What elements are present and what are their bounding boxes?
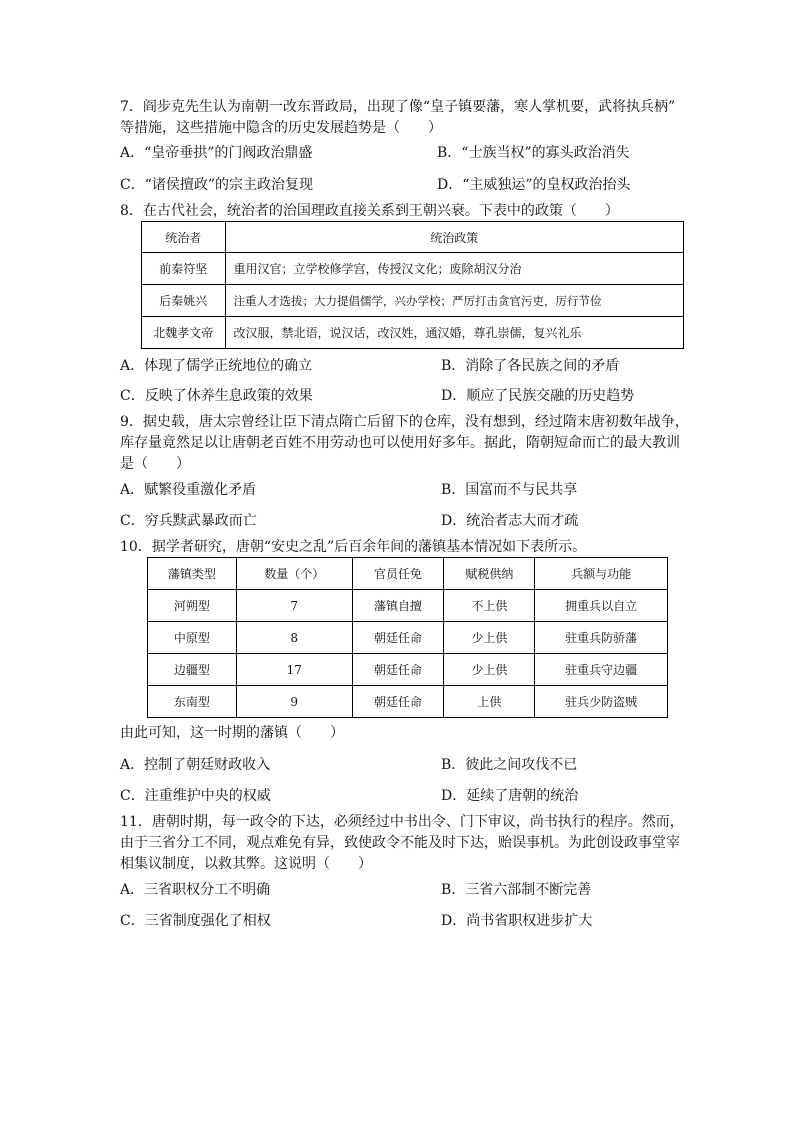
- table-header-row: [142, 222, 684, 253]
- q7-option-b: B．“士族当权”的寡头政治消失: [437, 145, 630, 161]
- q9-stem-line1: 9．据史载，唐太宗曾经让臣下清点隋亡后留下的仓库，没有想到，经过隋末唐初数年战争，: [120, 414, 689, 430]
- table-cell: 东南型: [148, 686, 237, 718]
- table-cell: 少上供: [444, 654, 535, 686]
- table-row: [142, 317, 684, 349]
- q10-option-b: B．彼此之间攻伐不已: [441, 757, 578, 773]
- table-row: [148, 686, 668, 718]
- q8-option-c: C．反映了休养生息政策的效果: [120, 388, 313, 404]
- table-cell: 后秦姚兴: [142, 285, 226, 317]
- q11-option-b: B．三省六部制不断完善: [441, 882, 592, 898]
- q8-stem: 8．在古代社会，统治者的治国理政直接关系到王朝兴衰。下表中的政策（ ）: [120, 203, 619, 219]
- table-header-cell: 统治者: [142, 222, 226, 253]
- q10-option-c: C．注重维护中央的权威: [120, 788, 271, 804]
- q10-fanzhen-table: [147, 557, 668, 718]
- table-cell: 改汉服，禁北语，说汉话，改汉姓，通汉婚，尊孔崇儒，复兴礼乐: [225, 317, 683, 349]
- q11-option-c: C．三省制度强化了相权: [120, 913, 271, 929]
- q8-option-b: B．消除了各民族之间的矛盾: [441, 358, 620, 374]
- table-cell: 河朔型: [148, 590, 237, 622]
- table-cell: 8: [236, 622, 352, 654]
- q10-stem: 10．据学者研究，唐朝“安史之乱”后百余年间的藩镇基本情况如下表所示。: [120, 539, 587, 555]
- table-header-cell: 赋税供纳: [444, 558, 535, 590]
- q10-option-a: A．控制了朝廷财政收入: [120, 757, 271, 773]
- table-cell: 朝廷任命: [352, 654, 444, 686]
- table-cell: 驻重兵守边疆: [535, 654, 668, 686]
- table-row: [148, 654, 668, 686]
- table-cell: 前秦符坚: [142, 253, 226, 285]
- q11-option-d: D．尚书省职权进步扩大: [441, 913, 593, 929]
- q9-option-b: B．国富而不与民共享: [441, 482, 578, 498]
- table-cell: 驻兵少防盗贼: [535, 686, 668, 718]
- q9-option-c: C．穷兵黩武暴政而亡: [120, 513, 257, 529]
- q9-stem-line3: 是（ ）: [120, 456, 190, 472]
- q7-stem-line2: 等措施，这些措施中隐含的历史发展趋势是（ ）: [120, 120, 442, 136]
- q7-option-a: A．“皇帝垂拱”的门阀政治鼎盛: [120, 145, 313, 161]
- table-row: [148, 590, 668, 622]
- q7-option-c: C．“诸侯擅政”的宗主政治复现: [120, 177, 314, 193]
- table-cell: 7: [236, 590, 352, 622]
- table-cell: 北魏孝文帝: [142, 317, 226, 349]
- q11-stem-line2: 由于三省分工不同，观点难免有异，致使政令不能及时下达，贻误事机。为此创设政事堂宰: [120, 835, 680, 851]
- q8-policy-table: [141, 221, 684, 349]
- q11-stem-line1: 11．唐朝时期，每一政令的下达，必须经过中书出令、门下审议，尚书执行的程序。然而，: [120, 814, 684, 830]
- q9-option-a: A．赋繁役重激化矛盾: [120, 482, 257, 498]
- q10-follow-up: 由此可知，这一时期的藩镇（ ）: [120, 725, 344, 741]
- table-cell: 重用汉官；立学校修学宫，传授汉文化；废除胡汉分治: [225, 253, 683, 285]
- q9-option-d: D．统治者志大而才疏: [441, 513, 579, 529]
- table-row: [148, 622, 668, 654]
- table-cell: 驻重兵防骄藩: [535, 622, 668, 654]
- table-cell: 9: [236, 686, 352, 718]
- table-header-cell: 数量（个）: [236, 558, 352, 590]
- q11-option-a: A．三省职权分工不明确: [120, 882, 271, 898]
- table-cell: 边疆型: [148, 654, 237, 686]
- q10-option-d: D．延续了唐朝的统治: [441, 788, 579, 804]
- q7-option-d: D．“主威独运”的皇权政治抬头: [437, 177, 631, 193]
- q8-option-a: A．体现了儒学正统地位的确立: [120, 358, 313, 374]
- q7-stem-line1: 7．阎步克先生认为南朝一改东晋政局，出现了像“皇子镇要藩，寒人掌机要，武将执兵柄”: [120, 99, 676, 115]
- table-cell: 不上供: [444, 590, 535, 622]
- table-header-cell: 官员任免: [352, 558, 444, 590]
- q8-option-d: D．顺应了民族交融的历史趋势: [441, 388, 635, 404]
- table-header-cell: 藩镇类型: [148, 558, 237, 590]
- table-cell: 朝廷任命: [352, 622, 444, 654]
- table-cell: 藩镇自擅: [352, 590, 444, 622]
- q11-stem-line3: 相集议制度，以救其弊。这说明（ ）: [120, 856, 372, 872]
- table-cell: 上供: [444, 686, 535, 718]
- table-header-cell: 统治政策: [225, 222, 683, 253]
- q9-stem-line2: 库存量竟然足以让唐朝老百姓不用劳动也可以使用好多年。据此，隋朝短命而亡的最大教训: [120, 435, 680, 451]
- table-cell: 17: [236, 654, 352, 686]
- table-cell: 朝廷任命: [352, 686, 444, 718]
- table-cell: 中原型: [148, 622, 237, 654]
- table-row: [142, 253, 684, 285]
- table-header-cell: 兵额与功能: [535, 558, 668, 590]
- table-header-row: [148, 558, 668, 590]
- table-cell: 少上供: [444, 622, 535, 654]
- table-cell: 拥重兵以自立: [535, 590, 668, 622]
- table-cell: 注重人才选拔；大力提倡儒学，兴办学校；严厉打击贪官污吏，厉行节俭: [225, 285, 683, 317]
- table-row: [142, 285, 684, 317]
